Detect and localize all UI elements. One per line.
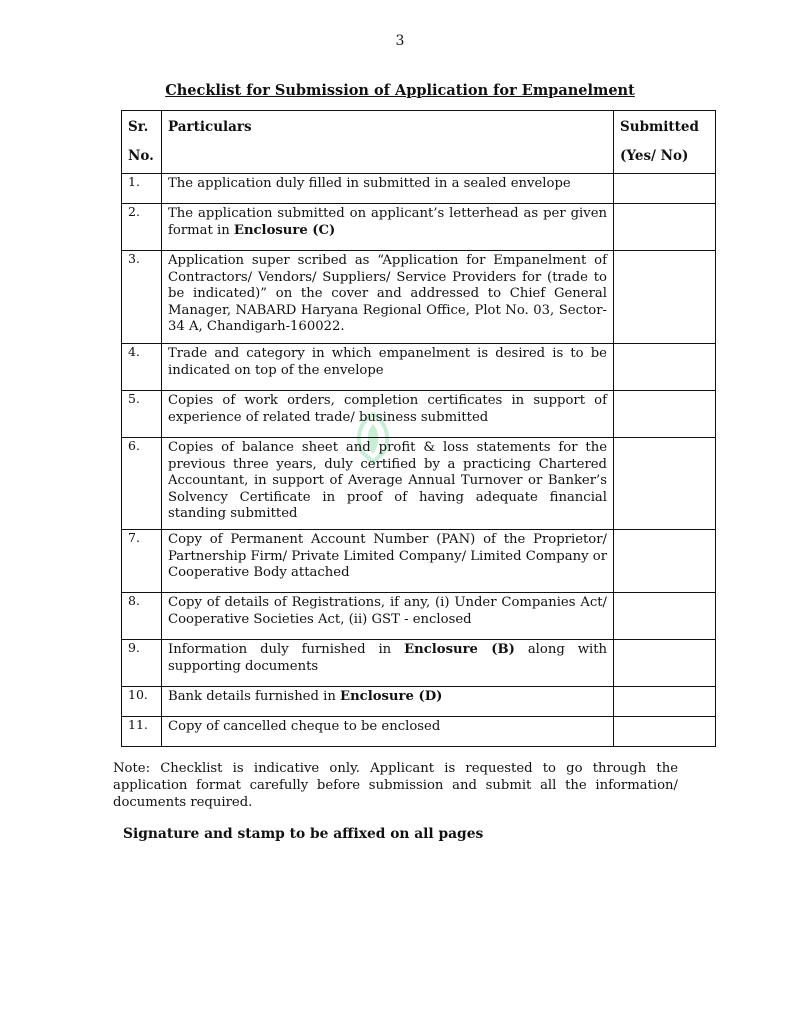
enclosure-reference: Enclosure (B) — [404, 642, 515, 657]
row-submitted-cell[interactable] — [614, 204, 716, 251]
row-submitted-cell[interactable] — [614, 717, 716, 747]
note-text: Note: Checklist is indicative only. Applicant is requested to go through the application format carefully before submission and submit all the information/ documents required. — [113, 761, 678, 810]
row-sr-number: 1. — [122, 174, 162, 204]
row-particulars — [162, 438, 614, 530]
checklist-body — [122, 174, 716, 747]
row-submitted-cell[interactable] — [614, 530, 716, 593]
header-sr-line1: Sr. — [128, 119, 149, 135]
row-particulars-text — [168, 640, 607, 675]
header-particulars-label: Particulars — [168, 119, 252, 135]
checklist-row — [122, 344, 716, 391]
row-submitted-cell[interactable] — [614, 593, 716, 640]
row-particulars-text — [168, 438, 607, 523]
checklist-row — [122, 438, 716, 530]
row-sr-number: 11. — [122, 717, 162, 747]
row-sr-number: 3. — [122, 251, 162, 344]
row-submitted-cell[interactable] — [614, 251, 716, 344]
enclosure-reference: Enclosure (C) — [233, 222, 336, 238]
table-header-row — [122, 111, 716, 174]
row-particulars — [162, 593, 614, 640]
header-submitted-line2: (Yes/ No) — [620, 148, 689, 164]
row-particulars-text — [168, 391, 607, 426]
row-particulars — [162, 530, 614, 593]
row-particulars-text — [168, 717, 607, 736]
row-particulars-text — [168, 344, 607, 379]
row-sr-number: 6. — [122, 438, 162, 530]
row-particulars — [162, 174, 614, 204]
signature-instruction: Signature and stamp to be affixed on all pages — [123, 826, 484, 842]
checklist-row — [122, 251, 716, 344]
header-sr-no — [122, 111, 162, 174]
particulars-text-segment: Copies of balance sheet and profit & loss statements for the previous three years, duly certified by a practicing Chartered Accountant, in support of Average Annual Turnover or Banker’s Solvency Certificate in proof of having adequate financial standing submitted — [168, 440, 607, 522]
row-particulars-text — [168, 204, 607, 239]
checklist-table — [121, 110, 716, 747]
row-sr-number: 5. — [122, 391, 162, 438]
checklist-row — [122, 640, 716, 687]
particulars-text-segment: Copy of details of Registrations, if any, (i) Under Companies Act/ Cooperative Societies Act, (ii) GST - enclosed — [168, 595, 607, 627]
particulars-text-segment: Copy of cancelled cheque to be enclosed — [168, 719, 441, 734]
particulars-text-segment: Bank details furnished in — [168, 689, 341, 704]
row-sr-number: 7. — [122, 530, 162, 593]
row-submitted-cell[interactable] — [614, 174, 716, 204]
row-sr-number: 8. — [122, 593, 162, 640]
enclosure-reference: Enclosure (D) — [340, 689, 443, 704]
checklist-row — [122, 593, 716, 640]
header-sr-line2: No. — [128, 148, 154, 164]
particulars-text-segment: along with supporting documents — [168, 642, 608, 674]
row-particulars-text — [168, 174, 607, 193]
row-particulars-text — [168, 687, 607, 706]
checklist-row — [122, 717, 716, 747]
particulars-text-segment: Copies of work orders, completion certificates in support of experience of related trade/ business submitted — [168, 393, 607, 425]
row-submitted-cell[interactable] — [614, 687, 716, 717]
header-submitted-line1: Submitted — [620, 119, 699, 135]
row-particulars — [162, 717, 614, 747]
row-submitted-cell[interactable] — [614, 391, 716, 438]
particulars-text-segment: Information duly furnished in — [168, 642, 405, 657]
row-particulars-text — [168, 530, 607, 582]
row-particulars — [162, 391, 614, 438]
checklist-row — [122, 391, 716, 438]
row-particulars-text — [168, 251, 607, 336]
row-sr-number: 4. — [122, 344, 162, 391]
page-number: 3 — [395, 33, 405, 49]
particulars-text-segment: Trade and category in which empanelment is desired is to be indicated on top of the envelope — [168, 346, 607, 378]
checklist-row — [122, 174, 716, 204]
row-sr-number: 10. — [122, 687, 162, 717]
row-sr-number: 9. — [122, 640, 162, 687]
particulars-text-segment: The application duly filled in submitted in a sealed envelope — [168, 176, 571, 191]
row-submitted-cell[interactable] — [614, 438, 716, 530]
row-particulars — [162, 344, 614, 391]
row-particulars — [162, 687, 614, 717]
row-submitted-cell[interactable] — [614, 344, 716, 391]
particulars-text-segment: Application super scribed as “Application for Empanelment of Contractors/ Vendors/ Suppliers/ Service Providers for (trade to be indicated)” on the cover and addressed to Chief General Manager, NABARD Haryana Regional Office, Plot No. 03, Sector-34 A, Chandigarh-160022. — [168, 253, 607, 335]
particulars-text-segment: The application submitted on applicant’s letterhead as per given format in — [168, 206, 607, 238]
header-submitted — [614, 111, 716, 174]
checklist-row — [122, 204, 716, 251]
checklist-row — [122, 530, 716, 593]
row-particulars — [162, 251, 614, 344]
particulars-text-segment: Copy of Permanent Account Number (PAN) of the Proprietor/ Partnership Firm/ Private Limited Company/ Limited Company or Cooperative Body attached — [168, 532, 607, 581]
header-particulars — [162, 111, 614, 174]
row-particulars — [162, 640, 614, 687]
row-particulars-text — [168, 593, 607, 628]
row-sr-number: 2. — [122, 204, 162, 251]
document-title: Checklist for Submission of Application for Empanelment — [165, 82, 635, 99]
row-submitted-cell[interactable] — [614, 640, 716, 687]
row-particulars — [162, 204, 614, 251]
checklist-row — [122, 687, 716, 717]
